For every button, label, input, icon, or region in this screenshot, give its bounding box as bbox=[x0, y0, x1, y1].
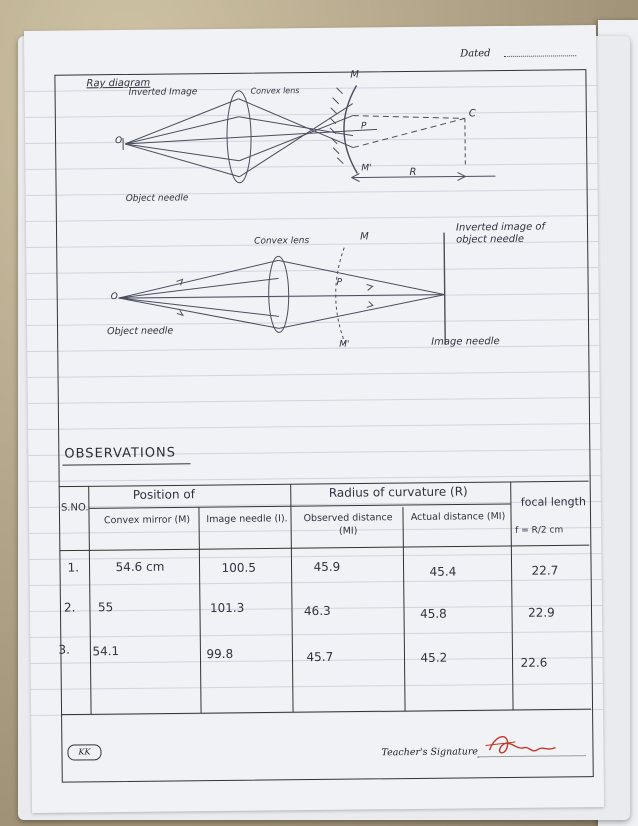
bottom-object-needle-label: Object needle bbox=[107, 325, 174, 338]
dated-label: Dated bbox=[460, 48, 491, 60]
top-mirror-m: M bbox=[350, 69, 360, 81]
bottom-mirror-m-prime: M' bbox=[339, 339, 350, 350]
row2-focal: 22.9 bbox=[527, 605, 555, 620]
kk-badge: KK bbox=[67, 744, 101, 760]
row2-actual: 45.8 bbox=[419, 606, 447, 621]
header-convex-mirror: Convex mirror (M) bbox=[103, 514, 191, 527]
top-mirror-m-prime: M' bbox=[361, 163, 372, 174]
top-point-c: C bbox=[468, 108, 476, 120]
header-position-of: Position of bbox=[132, 487, 195, 502]
row3-focal: 22.6 bbox=[520, 655, 548, 670]
diagram-title: Ray diagram bbox=[86, 77, 151, 90]
row2-mirror: 55 bbox=[97, 600, 114, 615]
top-point-p: P bbox=[360, 121, 367, 132]
bottom-point-p: P bbox=[336, 277, 343, 288]
top-object-point: O bbox=[115, 135, 123, 147]
bottom-image-needle-label: Image needle bbox=[431, 336, 500, 348]
teacher-signature-label: Teacher's Signature bbox=[381, 746, 479, 759]
header-focal-length: focal length bbox=[520, 495, 586, 509]
row1-sno: 1. bbox=[67, 560, 80, 575]
row3-mirror: 54.1 bbox=[92, 644, 120, 659]
row1-needle: 100.5 bbox=[221, 560, 256, 575]
row3-observed: 45.7 bbox=[306, 649, 334, 665]
header-image-needle: Image needle (I). bbox=[206, 513, 288, 526]
teacher-signature-scribble bbox=[485, 727, 565, 762]
row1-mirror: 54.6 cm bbox=[115, 559, 165, 575]
row1-actual: 45.4 bbox=[429, 564, 457, 579]
observations-heading: OBSERVATIONS bbox=[64, 445, 177, 462]
header-actual-distance: Actual distance (MI) bbox=[410, 511, 506, 523]
row3-needle: 99.8 bbox=[206, 646, 234, 662]
row2-sno: 2. bbox=[63, 600, 76, 615]
row1-observed: 45.9 bbox=[313, 559, 341, 575]
observations-table-lines bbox=[24, 25, 604, 813]
notebook-page bbox=[24, 25, 604, 813]
bottom-inverted-image-label: Inverted image of object needle bbox=[455, 221, 546, 246]
header-radius-of-curvature: Radius of curvature (R) bbox=[328, 484, 468, 500]
top-radius-r: R bbox=[409, 166, 417, 178]
top-inverted-image-label: Inverted Image bbox=[128, 87, 198, 98]
header-observed-distance: Observed distance (MI) bbox=[303, 512, 393, 537]
header-sno: S.NO. bbox=[60, 502, 89, 514]
top-lens-label: Convex lens bbox=[250, 86, 300, 96]
top-object-needle-label: Object needle bbox=[125, 193, 189, 204]
header-focal-formula: f = R/2 cm bbox=[515, 525, 564, 536]
row1-focal: 22.7 bbox=[531, 563, 559, 578]
row3-sno: 3. bbox=[58, 642, 70, 657]
bottom-mirror-m: M bbox=[360, 231, 369, 243]
row3-actual: 45.2 bbox=[420, 650, 448, 665]
bottom-lens-label: Convex lens bbox=[254, 236, 310, 247]
row2-observed: 46.3 bbox=[303, 603, 331, 619]
bottom-object-point: O bbox=[110, 292, 118, 303]
row2-needle: 101.3 bbox=[209, 600, 245, 616]
